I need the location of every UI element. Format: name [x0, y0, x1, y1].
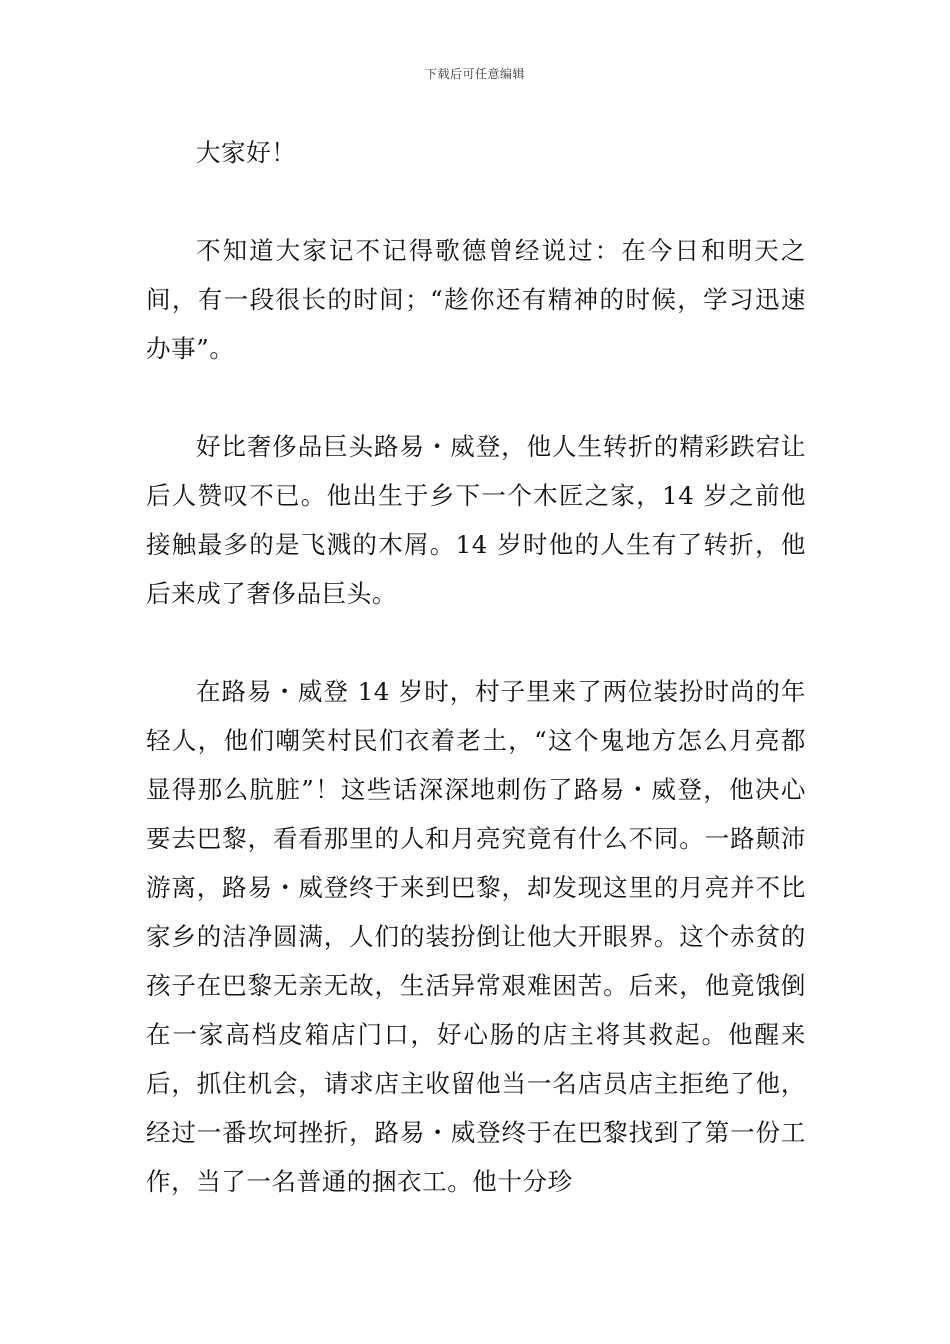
- greeting: 大家好！: [196, 138, 297, 167]
- paragraph-1: 不知道大家记不记得歌德曾经说过：在今日和明天之间，有一段很长的时间；“趁你还有精神的时候，学习迅速办事”。: [146, 236, 806, 363]
- document-body: [146, 128, 806, 1206]
- header-note: 下载后可任意编辑: [424, 67, 525, 81]
- paragraph-3: 在路易・威登 14 岁时，村子里来了两位装扮时尚的年轻人，他们嘲笑村民们衣着老土，“这个鬼地方怎么月亮都显得那么肮脏”！这些话深深地刺伤了路易・威登，他决心要去巴黎，看看那里的人和月亮究竟有什么不同。一路颠沛游离，路易・威登终于来到巴黎，却发现这里的月亮并不比家乡的洁净圆满，人们的装扮倒让他大开眼界。这个赤贫的孩子在巴黎无亲无故，生活异常艰难困苦。后来，他竟饿倒在一家高档皮箱店门口，好心肠的店主将其救起。他醒来后，抓住机会，请求店主收留他当一名店员店主拒绝了他，经过一番坎坷挫折，路易・威登终于在巴黎找到了第一份工作，当了一名普通的捆衣工。他十分珍: [146, 677, 806, 1196]
- paragraph-gap: [146, 618, 806, 667]
- paragraph-gap: [146, 177, 806, 226]
- paragraph-gap: [146, 373, 806, 422]
- paragraph-2: 好比奢侈品巨头路易・威登，他人生转折的精彩跌宕让后人赞叹不已。他出生于乡下一个木匠之家，14 岁之前他接触最多的是飞溅的木屑。14 岁时他的人生有了转折，他后来成了奢侈品巨头。: [146, 432, 806, 608]
